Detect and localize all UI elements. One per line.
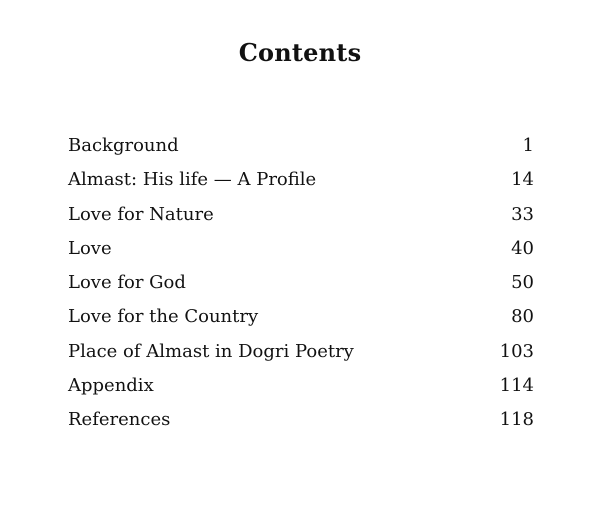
toc-entry (68, 407, 534, 441)
toc-entry (68, 339, 534, 373)
toc-entry-title: Love for Nature (68, 203, 214, 225)
toc-entry-page-number: 118 (499, 409, 534, 431)
toc-entry (68, 373, 534, 407)
toc-entry-title: Love (68, 237, 112, 259)
toc-entry-page-number: 14 (511, 169, 534, 191)
toc-entry-page-number: 40 (511, 237, 534, 259)
toc-entry-page-number: 33 (511, 203, 534, 225)
toc-entry-title: Appendix (68, 375, 154, 397)
toc-entry (68, 236, 534, 270)
toc-entry-page-number: 50 (511, 272, 534, 294)
toc-entry-page-number: 1 (522, 135, 534, 156)
toc-entry (68, 202, 534, 236)
toc-entry (68, 167, 534, 201)
toc-entry-title: Love for the Country (68, 306, 259, 328)
page-title: Contents (238, 38, 362, 67)
toc-entry (68, 133, 534, 167)
toc-entry-title: Background (68, 135, 179, 156)
toc-entry-page-number: 114 (499, 375, 534, 397)
toc-entry-title: Place of Almast in Dogri Poetry (68, 340, 354, 362)
toc-entry-title: Almast: His life — A Profile (68, 169, 317, 191)
table-of-contents (68, 133, 534, 442)
toc-entry (68, 270, 534, 304)
toc-entry-page-number: 103 (499, 340, 534, 362)
toc-entry-page-number: 80 (511, 306, 534, 328)
toc-entry-title: Love for God (68, 272, 186, 294)
toc-entry (68, 304, 534, 338)
toc-entry-title: References (68, 409, 171, 431)
